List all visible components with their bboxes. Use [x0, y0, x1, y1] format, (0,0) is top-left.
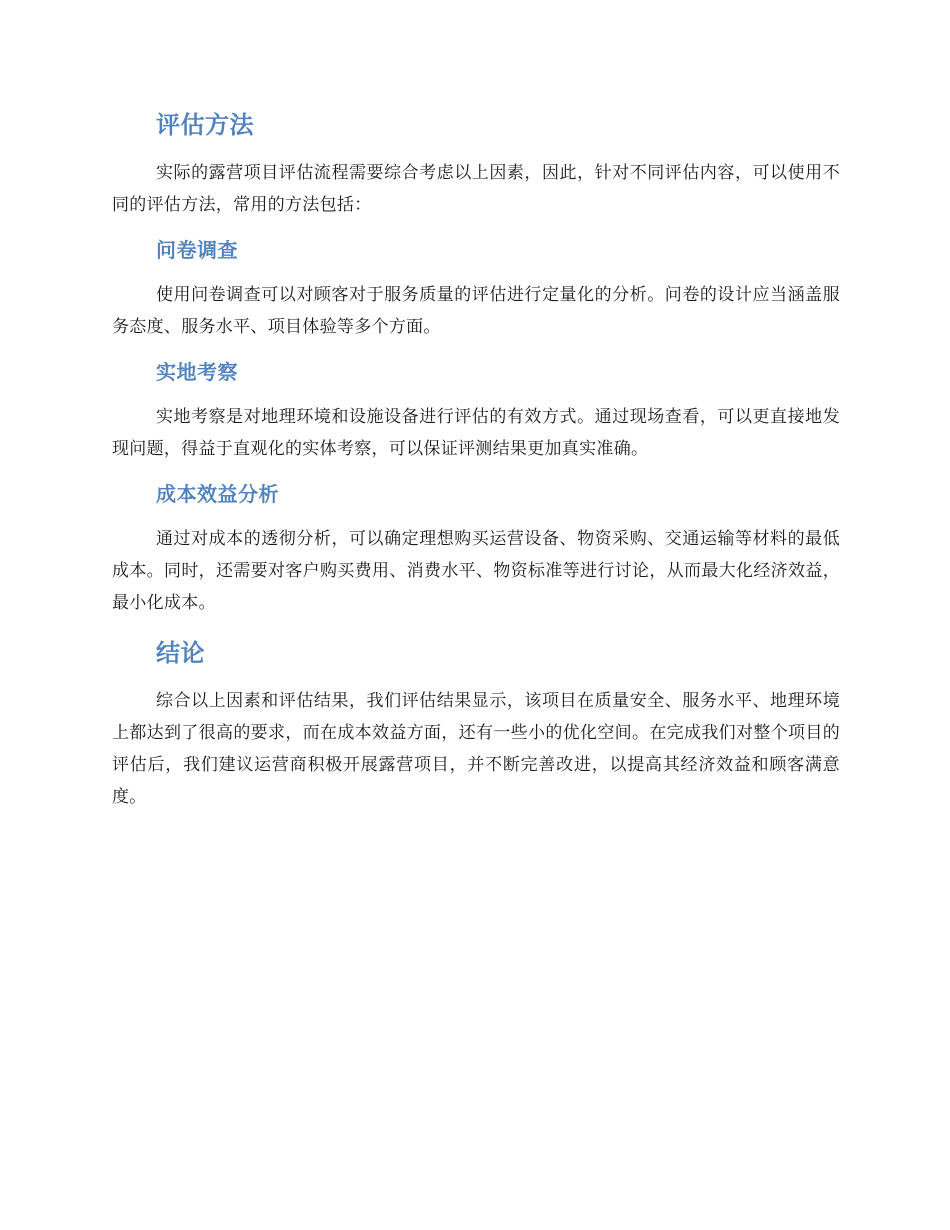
- subsection-heading-questionnaire: 问卷调查: [156, 238, 238, 262]
- subsection-heading-cost-benefit: 成本效益分析: [156, 482, 279, 506]
- paragraph-conclusion: 综合以上因素和评估结果，我们评估结果显示，该项目在质量安全、服务水平、地理环境上都达到了很高的要求，而在成本效益方面，还有一些小的优化空间。在完成我们对整个项目的评估后，我们建议运营商积极开展露营项目，并不断完善改进，以提高其经济效益和顾客满意度。: [112, 691, 840, 807]
- paragraph-evaluation-methods: 实际的露营项目评估流程需要综合考虑以上因素，因此，针对不同评估内容，可以使用不同的评估方法，常用的方法包括：: [112, 163, 840, 215]
- subsection-heading-field-inspection: 实地考察: [156, 360, 238, 384]
- paragraph-questionnaire: 使用问卷调查可以对顾客对于服务质量的评估进行定量化的分析。问卷的设计应当涵盖服务态度、服务水平、项目体验等多个方面。: [112, 285, 840, 337]
- paragraph-cost-benefit: 通过对成本的透彻分析，可以确定理想购买运营设备、物资采购、交通运输等材料的最低成本。同时，还需要对客户购买费用、消费水平、物资标准等进行讨论，从而最大化经济效益，最小化成本。: [112, 529, 840, 613]
- section-heading-conclusion: 结论: [156, 639, 205, 667]
- document-body: [112, 107, 840, 813]
- section-heading-evaluation-methods: 评估方法: [156, 111, 254, 139]
- paragraph-field-inspection: 实地考察是对地理环境和设施设备进行评估的有效方式。通过现场查看，可以更直接地发现问题，得益于直观化的实体考察，可以保证评测结果更加真实准确。: [112, 407, 840, 459]
